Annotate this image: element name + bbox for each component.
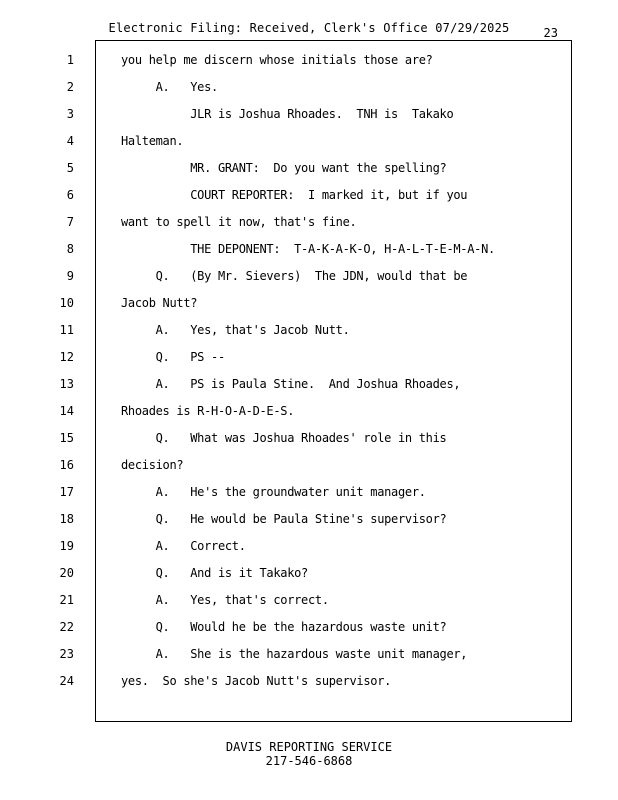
line-number: 18	[59, 512, 74, 526]
transcript-line: A. She is the hazardous waste unit manager,	[121, 647, 468, 661]
line-number: 3	[66, 107, 74, 121]
line-number: 7	[66, 215, 74, 229]
line-number: 11	[59, 323, 74, 337]
filing-stamp: Electronic Filing: Received, Clerk's Office 07/29/2025	[108, 21, 510, 35]
transcript-line: MR. GRANT: Do you want the spelling?	[121, 161, 447, 175]
line-number: 6	[66, 188, 74, 202]
line-number: 16	[59, 458, 74, 472]
line-number: 19	[59, 539, 74, 553]
transcript-line: Q. He would be Paula Stine's supervisor?	[121, 512, 447, 526]
transcript-line: A. PS is Paula Stine. And Joshua Rhoades,	[121, 377, 461, 391]
transcript-line: yes. So she's Jacob Nutt's supervisor.	[121, 674, 392, 688]
transcript-line: decision?	[121, 458, 184, 472]
transcript-line: Q. Would he be the hazardous waste unit?	[121, 620, 447, 634]
transcript-line: JLR is Joshua Rhoades. TNH is Takako	[121, 107, 454, 121]
line-number: 24	[59, 674, 74, 688]
transcript-line: Q. PS --	[121, 350, 225, 364]
footer	[0, 740, 618, 768]
transcript-line: COURT REPORTER: I marked it, but if you	[121, 188, 468, 202]
transcript-line: Q. (By Mr. Sievers) The JDN, would that be	[121, 269, 468, 283]
reporting-company: DAVIS REPORTING SERVICE	[225, 740, 393, 754]
line-number: 1	[66, 53, 74, 67]
line-number: 17	[59, 485, 74, 499]
line-number: 15	[59, 431, 74, 445]
line-number: 5	[66, 161, 74, 175]
line-number: 13	[59, 377, 74, 391]
line-number: 12	[59, 350, 74, 364]
transcript-line: A. Yes, that's correct.	[121, 593, 329, 607]
line-number: 23	[59, 647, 74, 661]
line-number: 4	[66, 134, 74, 148]
line-number: 9	[66, 269, 74, 283]
line-number: 20	[59, 566, 74, 580]
transcript-line: Halteman.	[121, 134, 184, 148]
line-number: 14	[59, 404, 74, 418]
transcript-line: A. Correct.	[121, 539, 246, 553]
line-number: 21	[59, 593, 74, 607]
line-number: 2	[66, 80, 74, 94]
transcript-line: you help me discern whose initials those are?	[121, 53, 433, 67]
transcript-line: want to spell it now, that's fine.	[121, 215, 357, 229]
reporting-phone: 217-546-6868	[265, 754, 353, 768]
line-number: 10	[59, 296, 74, 310]
transcript-line: A. Yes, that's Jacob Nutt.	[121, 323, 350, 337]
page-number: 23	[543, 26, 558, 40]
transcript-line: THE DEPONENT: T-A-K-A-K-O, H-A-L-T-E-M-A-N.	[121, 242, 495, 256]
transcript-line: A. He's the groundwater unit manager.	[121, 485, 426, 499]
line-number: 8	[66, 242, 74, 256]
line-number: 22	[59, 620, 74, 634]
transcript-line: Jacob Nutt?	[121, 296, 198, 310]
transcript-line: Rhoades is R-H-O-A-D-E-S.	[121, 404, 295, 418]
transcript-line: Q. And is it Takako?	[121, 566, 308, 580]
transcript-line: A. Yes.	[121, 80, 218, 94]
transcript-line: Q. What was Joshua Rhoades' role in this	[121, 431, 447, 445]
